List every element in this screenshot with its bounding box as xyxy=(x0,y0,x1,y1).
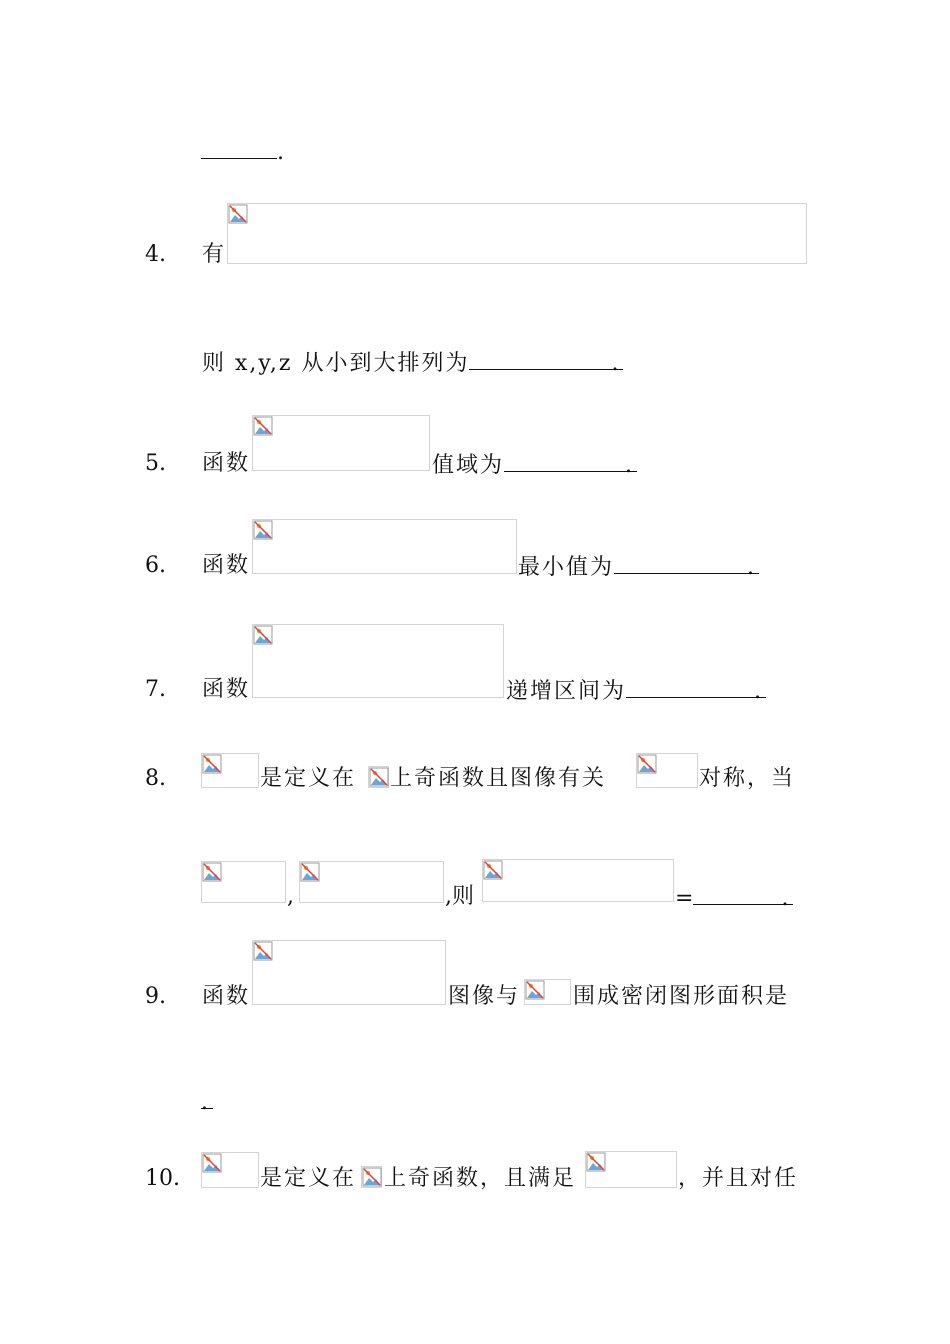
broken-image-icon xyxy=(483,860,503,880)
broken-image-icon xyxy=(369,767,389,787)
problem-text: 函数 xyxy=(202,984,251,1009)
problem-text: 函数 xyxy=(202,451,251,476)
broken-image-icon xyxy=(228,204,248,224)
problem-number: 6. xyxy=(145,553,166,578)
broken-image-icon xyxy=(202,754,222,774)
problem-text: = . xyxy=(675,886,788,910)
formula-image xyxy=(252,415,430,471)
problem-text: 是定义在 xyxy=(260,766,357,791)
broken-image-icon xyxy=(253,625,273,645)
formula-image xyxy=(585,1151,677,1188)
problem-text: 上奇函数且图像有关 xyxy=(390,766,607,791)
punctuation: , xyxy=(287,884,294,909)
problem-text: 函数 xyxy=(202,553,251,578)
broken-image-icon xyxy=(253,941,273,961)
problem-number: 9. xyxy=(145,984,166,1009)
answer-blank-line: . xyxy=(201,140,284,164)
formula-image xyxy=(227,203,807,264)
problem-text: 值域为 . xyxy=(432,453,634,477)
problem-number: 8. xyxy=(145,766,166,791)
problem-number: 5. xyxy=(145,451,166,476)
formula-image xyxy=(201,1152,259,1188)
broken-image-icon xyxy=(637,754,657,774)
problem-number: 7. xyxy=(145,677,166,702)
broken-image-icon xyxy=(362,1167,382,1187)
problem-text: 对称，当 xyxy=(699,766,796,791)
formula-image xyxy=(201,753,259,788)
problem-number: 10. xyxy=(145,1166,180,1191)
broken-image-icon xyxy=(202,862,222,882)
problem-text: 图像与 xyxy=(448,984,521,1009)
formula-image xyxy=(361,1166,382,1188)
formula-image xyxy=(252,940,446,1005)
broken-image-icon xyxy=(253,416,273,436)
formula-image xyxy=(252,519,517,574)
problem-text: 围成密闭图形面积是 xyxy=(573,984,790,1009)
broken-image-icon xyxy=(202,1153,222,1173)
broken-image-icon xyxy=(300,862,320,882)
broken-image-icon xyxy=(586,1152,606,1172)
problem-text: 则 x,y,z 从小到大排列为 . xyxy=(202,351,620,375)
broken-image-icon xyxy=(253,520,273,540)
formula-image xyxy=(368,766,389,788)
problem-text: 最小值为 . xyxy=(518,555,756,579)
problem-text: 有 xyxy=(202,242,227,267)
problem-number: 4. xyxy=(145,242,166,267)
formula-image xyxy=(252,624,504,698)
formula-image xyxy=(201,861,286,903)
problem-text: ,则 xyxy=(445,884,474,909)
formula-image xyxy=(482,859,674,902)
problem-text: 是定义在 xyxy=(260,1166,357,1191)
problem-text: 上奇函数，且满足 xyxy=(384,1166,577,1191)
broken-image-icon xyxy=(525,980,545,1000)
formula-image xyxy=(524,979,571,1005)
formula-image xyxy=(299,861,444,903)
problem-text: 递增区间为 . xyxy=(506,679,763,703)
answer-blank-line: . xyxy=(201,1090,208,1114)
problem-text: 函数 xyxy=(202,677,251,702)
problem-text: ，并且对任 xyxy=(678,1166,799,1191)
formula-image xyxy=(636,753,698,788)
